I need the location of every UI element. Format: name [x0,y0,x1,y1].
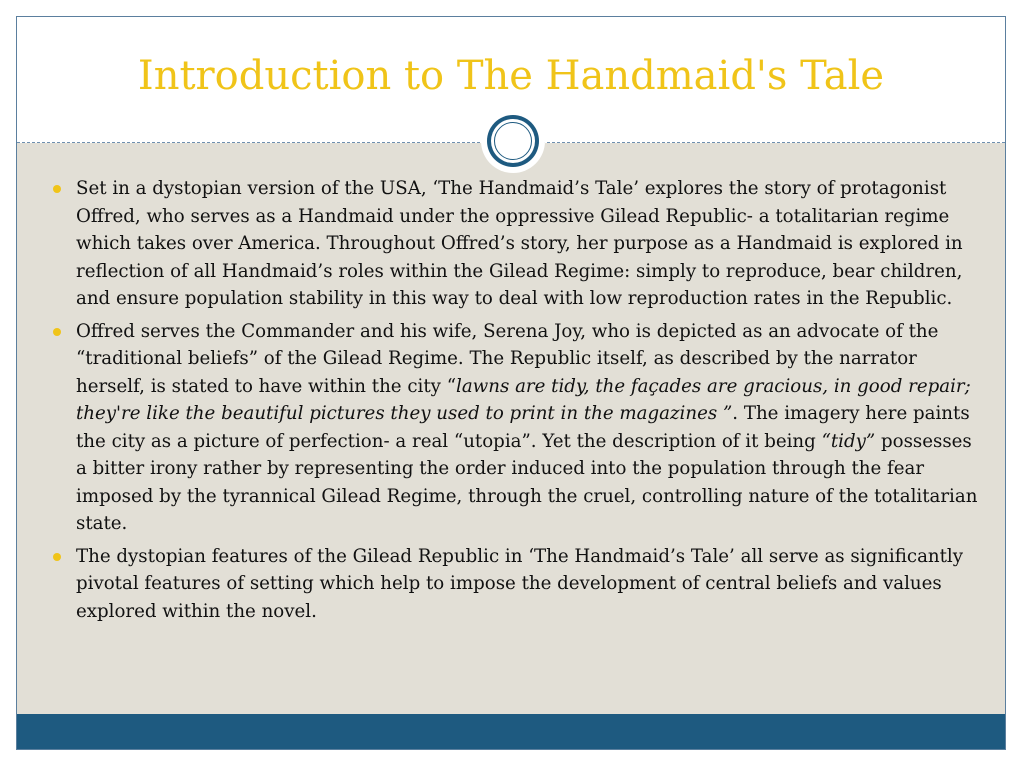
bullet-dot-icon [53,328,61,336]
bullet-text-1-0: Offred serves the Commander and his wife, Serena Joy, who is depicted as an advocate of the “traditional beliefs” of the Gilead Regime. The Republic itself, as described by the narrator herself, is stated to have within the city “ [76,320,939,397]
bullet-text-1-2: . The imagery here paints the city as a picture of perfection- a real “utopia”. Yet the description of it being [76,403,970,452]
slide [16,16,1006,750]
bullet-text-1-4: possesses a bitter irony rather by representing the order induced into the population through the fear imposed by the tyrannical Gilead Regime, through the cruel, controlling nature of the totalitarian state. [76,430,978,534]
bullet-item [53,318,983,538]
bullet-text-2-0: The dystopian features of the Gilead Republic in ‘The Handmaid’s Tale’ all serve as significantly pivotal features of setting which help to impose the development of central beliefs and values explored within the novel. [76,545,964,622]
bullet-dot-icon [53,553,61,561]
bullet-text-0-0: Set in a dystopian version of the USA, ‘The Handmaid’s Tale’ explores the story of protagonist Offred, who serves as a Handmaid under the oppressive Gilead Republic- a totalitarian regime which takes over America. Throughout Offred’s story, her purpose as a Handmaid is explored in reflection of all Handmaid’s roles within the Gilead Regime: simply to reproduce, bear children, and ensure population stability in this way to deal with low reproduction rates in the Republic. [76,178,963,309]
bullet-item [53,175,983,313]
bullet-item [53,543,983,626]
footer-bar [17,714,1005,749]
circle-ornament-icon [481,109,545,173]
bullet-quote-lawns: lawns are tidy, the façades are gracious, in good repair; they're like the beautiful pictures they used to print in the magazines ” [76,375,971,424]
bullet-quote-tidy: “tidy” [821,430,876,452]
slide-title: Introduction to The Handmaid's Tale [137,53,885,99]
bullet-list [53,175,983,630]
bullet-dot-icon [53,185,61,193]
